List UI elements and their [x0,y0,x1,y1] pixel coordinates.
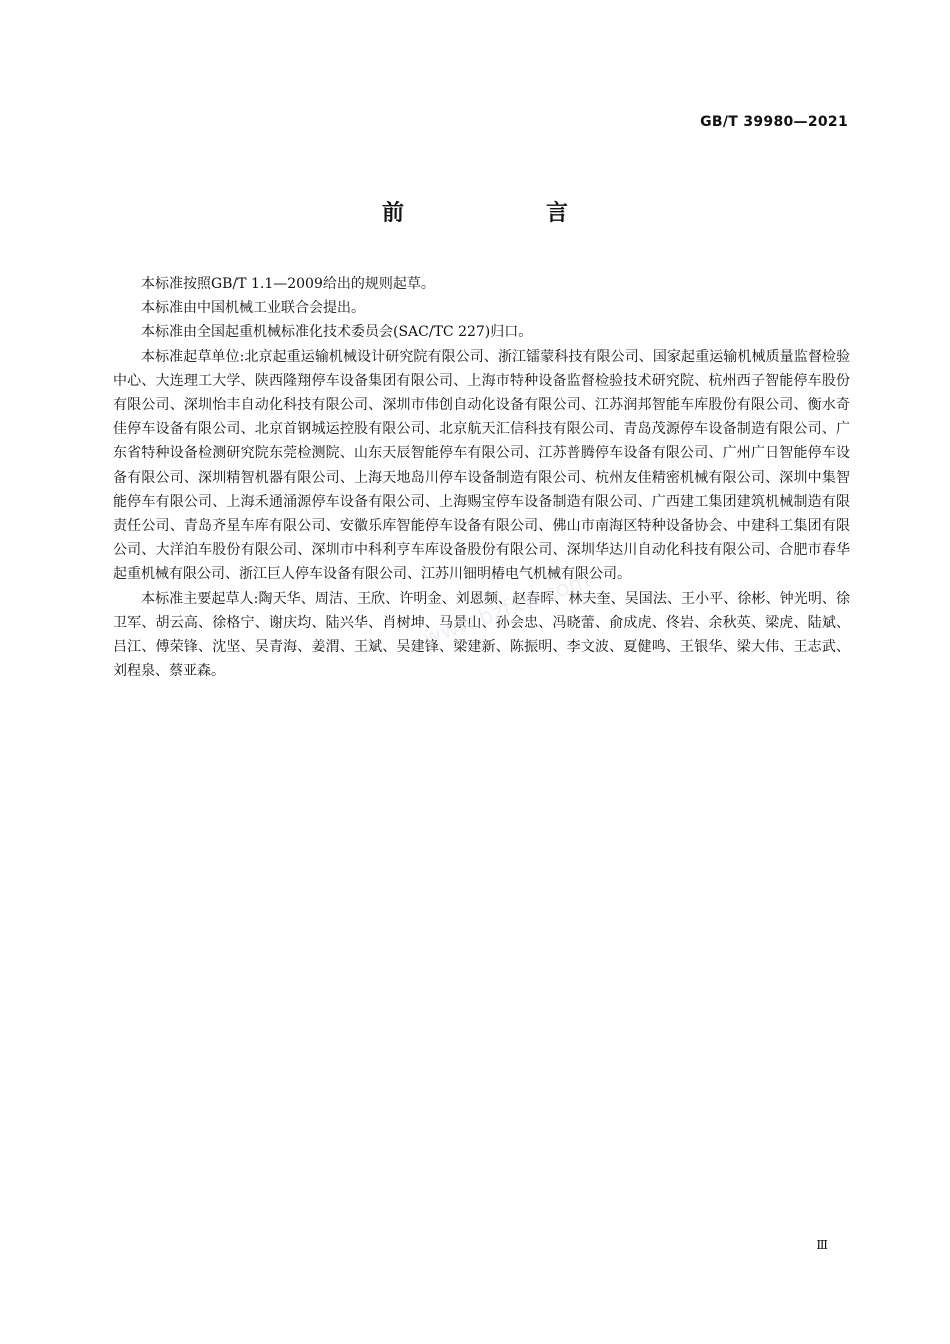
preface-body [113,272,850,683]
page-title: 前 言 [381,201,628,226]
paragraph-proposer: 本标准由中国机械工业联合会提出。 [141,300,365,317]
paragraph-main-drafters: 本标准主要起草人:陶天华、周洁、王欣、许明金、刘恩频、赵春晖、林夫奎、吴国法、王小平、徐彬、钟光明、徐卫军、胡云高、徐格宁、谢庆均、陆兴华、肖树坤、马景山、孙会忠、冯晓蕾、俞成虎、佟岩、余秋英、梁虎、陆斌、吕江、傅荣锋、沈坚、吴青海、姜渭、王斌、吴建锋、梁建新、陈振明、李文波、夏健鸣、王银华、梁大伟、王志武、刘程泉、蔡亚森。 [113,590,850,680]
watermark: www.bzfxw.com [420,568,594,652]
paragraph-committee: 本标准由全国起重机械标准化技术委员会(SAC/TC 227)归口。 [141,324,533,341]
page-number: Ⅲ [816,1238,828,1252]
paragraph-drafting-units: 本标准起草单位:北京起重运输机械设计研究院有限公司、浙江镭蒙科技有限公司、国家起重运输机械质量监督检验中心、大连理工大学、陕西隆翔停车设备集团有限公司、上海市特种设备监督检验技术研究院、杭州西子智能停车股份有限公司、深圳怡丰自动化科技有限公司、深圳市伟创自动化设备有限公司、江苏润邦智能车库股份有限公司、衡水奇佳停车设备有限公司、北京首钢城运控股有限公司、北京航天汇信科技有限公司、青岛茂源停车设备制造有限公司、广东省特种设备检测研究院东莞检测院、山东天辰智能停车有限公司、江苏普腾停车设备有限公司、广州广日智能停车设备有限公司、深圳精智机器有限公司、上海天地岛川停车设备制造有限公司、杭州友佳精密机械有限公司、深圳中集智能停车有限公司、上海禾通涌源停车设备有限公司、上海赐宝停车设备制造有限公司、广西建工集团建筑机械制造有限责任公司、青岛齐星车库有限公司、安徽乐库智能停车设备有限公司、佛山市南海区特种设备协会、中建科工集团有限公司、大洋泊车股份有限公司、深圳市中科利亨车库设备股份有限公司、深圳华达川自动化科技有限公司、合肥市春华起重机械有限公司、浙江巨人停车设备有限公司、江苏川钿明椿电气机械有限公司。 [113,348,850,583]
paragraph-drafting-rules: 本标准按照GB/T 1.1—2009给出的规则起草。 [141,276,435,292]
standard-number: GB/T 39980—2021 [700,114,848,130]
